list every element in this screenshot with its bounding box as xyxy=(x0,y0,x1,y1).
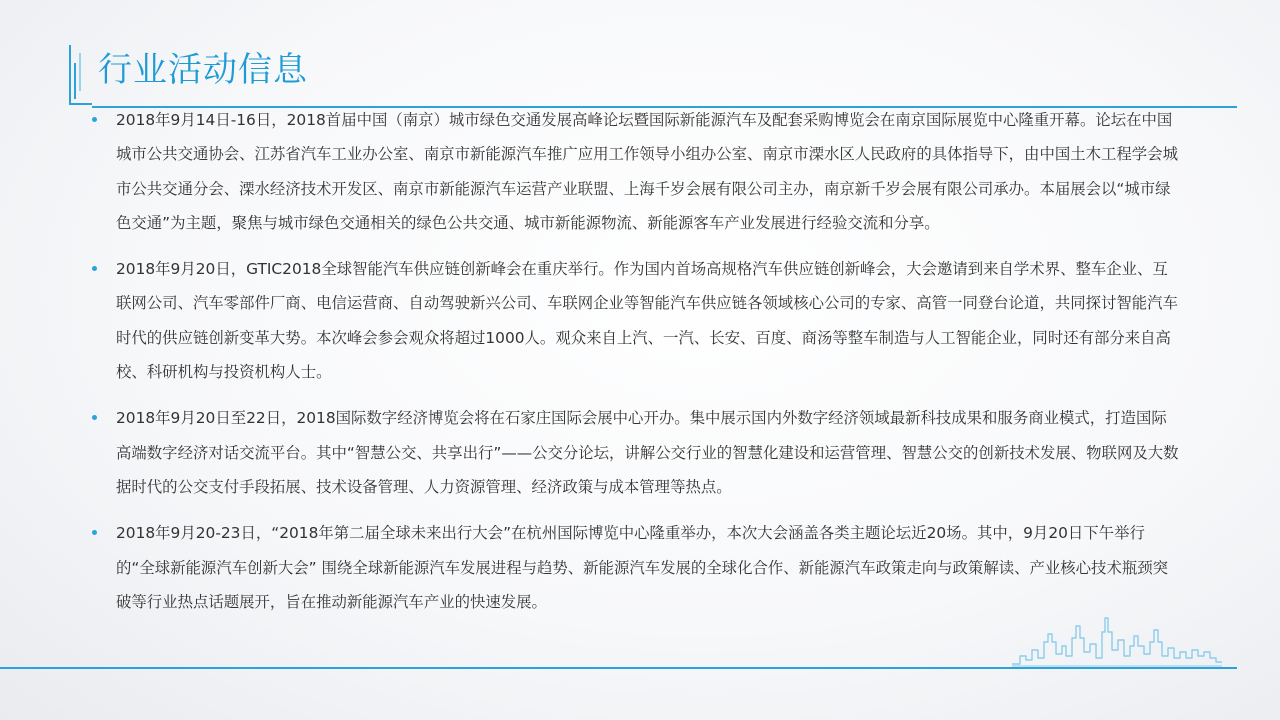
city-skyline-icon xyxy=(1012,612,1222,668)
list-item xyxy=(90,252,1180,389)
list-item-text: 2018年9月20日，GTIC2018全球智能汽车供应链创新峰会在重庆举行。作为国内首场高规格汽车供应链创新峰会，大会邀请到来自学术界、整车企业、互联网公司、汽车零部件厂商、电信运营商、自动驾驶新兴公司、车联网企业等智能汽车供应链各领域核心公司的专家、高管一同登台论道，共同探讨智能汽车时代的供应链创新变革大势。本次峰会参会观众将超过1000人。观众来自上汽、一汽、长安、百度、商汤等整车制造与人工智能企业，同时还有部分来自高校、科研机构与投资机构人士。 xyxy=(116,260,1178,382)
list-item-text: 2018年9月20-23日，“2018年第二届全球未来出行大会”在杭州国际博览中心隆重举办，本次大会涵盖各类主题论坛近20场。其中，9月20日下午举行的“全球新能源汽车创新大会” 围绕全球新能源汽车发展进程与趋势、新能源汽车发展的全球化合作、新能源汽车政策走向与政策解读、产业核心技术瓶颈突破等行业热点话题展开，旨在推动新能源汽车产业的快速发展。 xyxy=(116,524,1169,611)
activity-list xyxy=(90,103,1180,631)
list-item xyxy=(90,103,1180,240)
bullet-icon xyxy=(92,266,97,271)
bottom-divider xyxy=(0,667,1237,669)
bullet-icon xyxy=(92,530,97,535)
bullet-icon xyxy=(92,415,97,420)
list-item-text: 2018年9月14日-16日，2018首届中国（南京）城市绿色交通发展高峰论坛暨国际新能源汽车及配套采购博览会在南京国际展览中心隆重开幕。论坛在中国城市公共交通协会、江苏省汽车工业办公室、南京市新能源汽车推广应用工作领导小组办公室、南京市溧水区人民政府的具体指导下，由中国土木工程学会城市公共交通分会、溧水经济技术开发区、南京市新能源汽车运营产业联盟、上海千岁会展有限公司主办，南京新千岁会展有限公司承办。本届展会以“城市绿色交通”为主题，聚焦与城市绿色交通相关的绿色公共交通、城市新能源物流、新能源客车产业发展进行经验交流和分享。 xyxy=(116,111,1178,232)
bullet-icon xyxy=(92,117,97,122)
list-item xyxy=(90,401,1180,504)
page-title: 行业活动信息 xyxy=(98,50,308,90)
list-item-text: 2018年9月20日至22日，2018国际数字经济博览会将在石家庄国际会展中心开办。集中展示国内外数字经济领域最新科技成果和服务商业模式，打造国际高端数字经济对话交流平台。其中“智慧公交、共享出行”——公交分论坛，讲解公交行业的智慧化建设和运营管理、智慧公交的创新技术发展、物联网及大数据时代的公交支付手段拓展、技术设备管理、人力资源管理、经济政策与成本管理等热点。 xyxy=(116,409,1179,496)
list-item xyxy=(90,516,1180,619)
